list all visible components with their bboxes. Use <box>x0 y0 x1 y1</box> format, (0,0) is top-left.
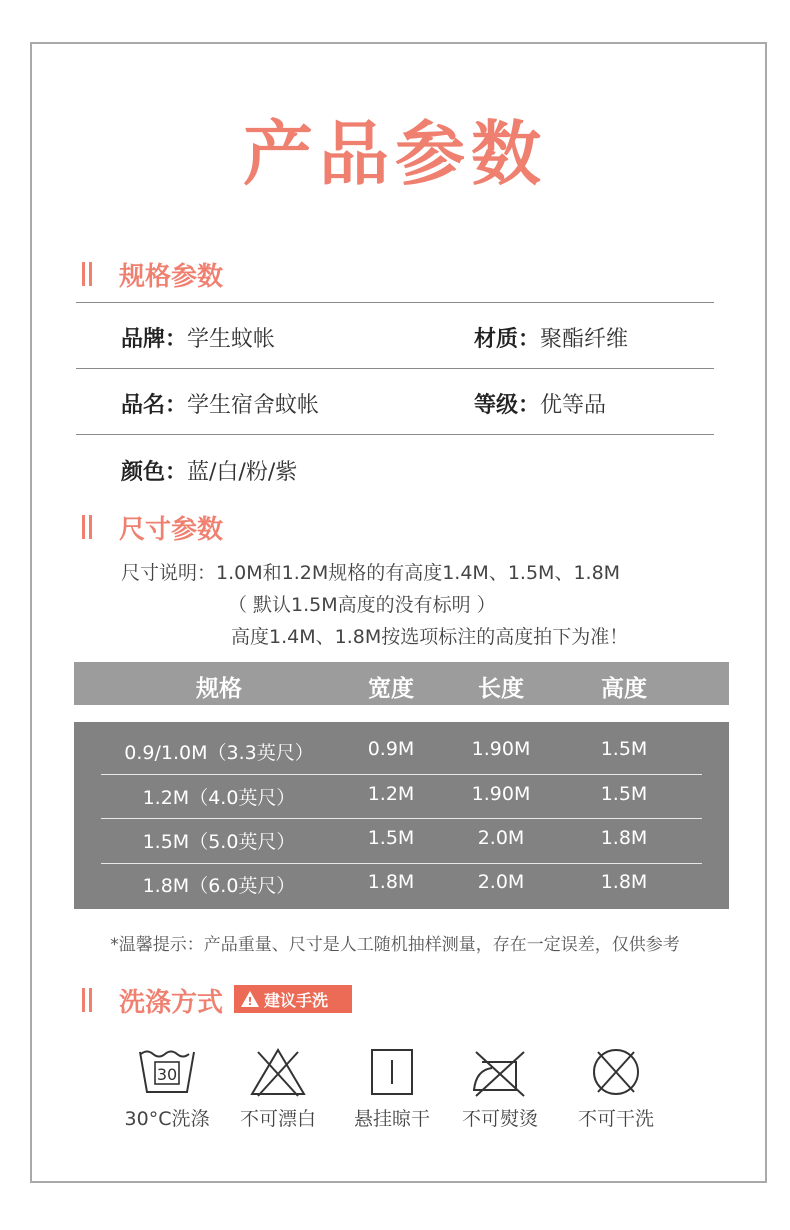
care-item-no-dry-clean <box>556 1046 676 1131</box>
size-table-body <box>74 722 729 909</box>
care-label: 不可干洗 <box>577 1108 654 1130</box>
product-name-value: 学生宿舍蚊帐 <box>187 393 320 418</box>
material-value: 聚酯纤维 <box>540 327 629 352</box>
table-cell: 1.5M <box>600 783 648 805</box>
brand-label: 品牌： <box>121 327 188 352</box>
no-dry-clean-icon <box>586 1046 646 1098</box>
section-marker-icon <box>82 262 92 286</box>
divider <box>76 302 714 303</box>
wash-section-heading <box>82 980 223 1020</box>
no-bleach-icon <box>248 1046 308 1098</box>
table-cell: 1.8M（6.0英尺） <box>142 875 296 897</box>
table-cell: 2.0M <box>477 871 525 893</box>
material-row <box>474 322 628 353</box>
table-cell: 1.8M <box>600 871 648 893</box>
color-row <box>121 455 297 486</box>
table-cell: 1.90M <box>471 783 531 805</box>
hand-wash-badge <box>234 985 352 1013</box>
line-dry-icon <box>362 1046 422 1098</box>
care-label: 悬挂晾干 <box>353 1108 430 1130</box>
hand-wash-label: 建议手洗 <box>264 990 329 1010</box>
table-cell: 1.8M <box>367 871 415 893</box>
page-title: 产品参数 <box>243 113 547 195</box>
care-label: 30°C洗涤 <box>124 1108 210 1130</box>
grade-value: 优等品 <box>540 393 607 418</box>
wash-section-title: 洗涤方式 <box>119 987 224 1018</box>
color-value: 蓝/白/粉/紫 <box>187 460 298 485</box>
spec-section-title: 规格参数 <box>119 261 224 292</box>
table-cell: 2.0M <box>477 827 525 849</box>
size-table-header <box>74 662 729 705</box>
product-name-label: 品名： <box>121 393 188 418</box>
grade-label: 等级： <box>474 393 541 418</box>
svg-text:30: 30 <box>156 1065 178 1084</box>
size-note-line-3: 高度1.4M、1.8M按选项标注的高度拍下为准！ <box>231 626 629 648</box>
row-divider <box>101 818 702 819</box>
table-cell: 1.5M <box>367 827 415 849</box>
color-label: 颜色： <box>121 460 188 485</box>
care-label: 不可漂白 <box>239 1108 316 1130</box>
brand-value: 学生蚊帐 <box>187 327 276 352</box>
table-cell: 1.5M（5.0英尺） <box>142 831 296 853</box>
warning-icon <box>240 990 260 1008</box>
divider <box>76 368 714 369</box>
size-section-title: 尺寸参数 <box>119 514 224 545</box>
section-marker-icon <box>82 988 92 1012</box>
table-cell: 1.90M <box>471 738 531 760</box>
product-name-row <box>121 388 319 419</box>
section-marker-icon <box>82 515 92 539</box>
table-cell: 1.2M <box>367 783 415 805</box>
size-note-line-2: （ 默认1.5M高度的没有标明 ） <box>228 594 496 616</box>
no-iron-icon <box>470 1046 530 1098</box>
column-header-height: 高度 <box>601 676 647 702</box>
divider <box>76 434 714 435</box>
svg-text:!: ! <box>247 995 253 1008</box>
wash-30-icon <box>137 1046 197 1098</box>
row-divider <box>101 774 702 775</box>
size-section-heading <box>82 507 223 547</box>
table-cell: 1.5M <box>600 738 648 760</box>
table-cell: 0.9/1.0M（3.3英尺） <box>124 742 314 764</box>
care-item-no-bleach <box>218 1046 338 1131</box>
care-item-wash-30 <box>107 1046 227 1131</box>
disclaimer-tip: *温馨提示：产品重量、尺寸是人工随机抽样测量，存在一定误差，仅供参考 <box>110 935 680 955</box>
care-item-line-dry <box>332 1046 452 1131</box>
care-label: 不可熨烫 <box>461 1108 538 1130</box>
table-cell: 0.9M <box>367 738 415 760</box>
care-item-no-iron <box>440 1046 560 1131</box>
size-note-line-1: 尺寸说明：1.0M和1.2M规格的有高度1.4M、1.5M、1.8M <box>121 562 621 584</box>
table-cell: 1.2M（4.0英尺） <box>142 787 296 809</box>
column-header-width: 宽度 <box>368 676 414 702</box>
row-divider <box>101 863 702 864</box>
table-cell: 1.8M <box>600 827 648 849</box>
column-header-length: 长度 <box>478 676 524 702</box>
brand-row <box>121 322 275 353</box>
grade-row <box>474 388 606 419</box>
material-label: 材质： <box>474 327 541 352</box>
spec-section-heading <box>82 254 223 294</box>
column-header-spec: 规格 <box>196 676 242 702</box>
